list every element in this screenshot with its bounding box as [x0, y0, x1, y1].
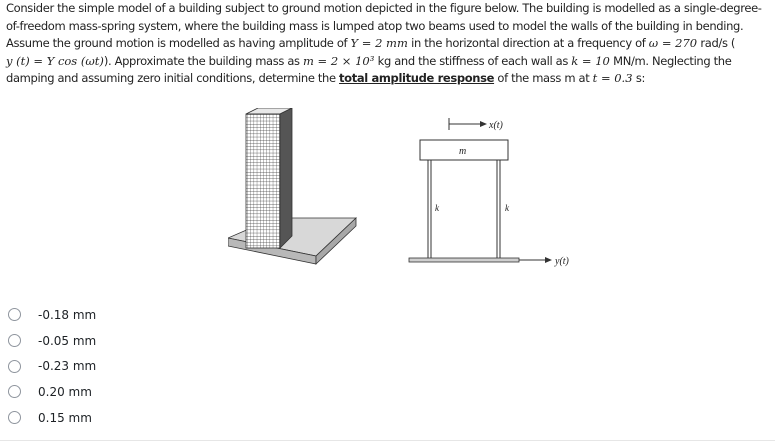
radio-button[interactable] [8, 334, 21, 347]
radio-button[interactable] [8, 411, 21, 424]
answer-label[interactable]: 0.20 mm [38, 384, 92, 399]
answer-option[interactable] [8, 379, 96, 405]
x-label: x(t) [489, 120, 503, 131]
x-arrow [449, 118, 487, 130]
base-plate [409, 258, 519, 262]
y-arrow [519, 257, 552, 263]
building-figure [228, 108, 588, 286]
question-line: damping and assuming zero initial conditions, determine the total amplitude response of the mass m at t = 0.3 s: [6, 71, 646, 86]
k-label-right: k [505, 203, 509, 213]
radio-button[interactable] [8, 360, 21, 373]
y-label: y(t) [555, 256, 569, 267]
question-line: Consider the simple model of a building subject to ground motion depicted in the figure below. The building is modelled as a single-degree- [6, 1, 762, 15]
answer-option[interactable] [8, 405, 96, 431]
divider [0, 440, 775, 441]
emphasis-text: total amplitude response [339, 71, 495, 86]
answer-option[interactable] [8, 302, 96, 328]
question-line: y (t) = Y cos (ωt)). Approximate the building mass as m = 2 × 10³ kg and the stiffness of each wall as k = 10 MN/m. Neglecting the [6, 53, 732, 68]
mass-label: m [459, 146, 467, 157]
radio-button[interactable] [8, 385, 21, 398]
answer-options [8, 302, 96, 430]
answer-label[interactable]: 0.15 mm [38, 410, 92, 425]
building-block [246, 108, 292, 248]
answer-label[interactable]: -0.18 mm [38, 307, 97, 322]
answer-label[interactable]: -0.23 mm [38, 359, 97, 374]
answer-label[interactable]: -0.05 mm [38, 333, 97, 348]
question-line: Assume the ground motion is modelled as having amplitude of Y = 2 mm in the horizontal direction at a frequency of ω = 270 rad/s ( [6, 36, 736, 51]
question-line: of-freedom mass-spring system, where the building mass is lumped atop two beams used to model the walls of the building in bending. [6, 18, 744, 33]
radio-button[interactable] [8, 308, 21, 321]
answer-option[interactable] [8, 353, 96, 379]
question-text [6, 0, 771, 88]
answer-option[interactable] [8, 328, 96, 354]
k-label-left: k [435, 203, 439, 213]
